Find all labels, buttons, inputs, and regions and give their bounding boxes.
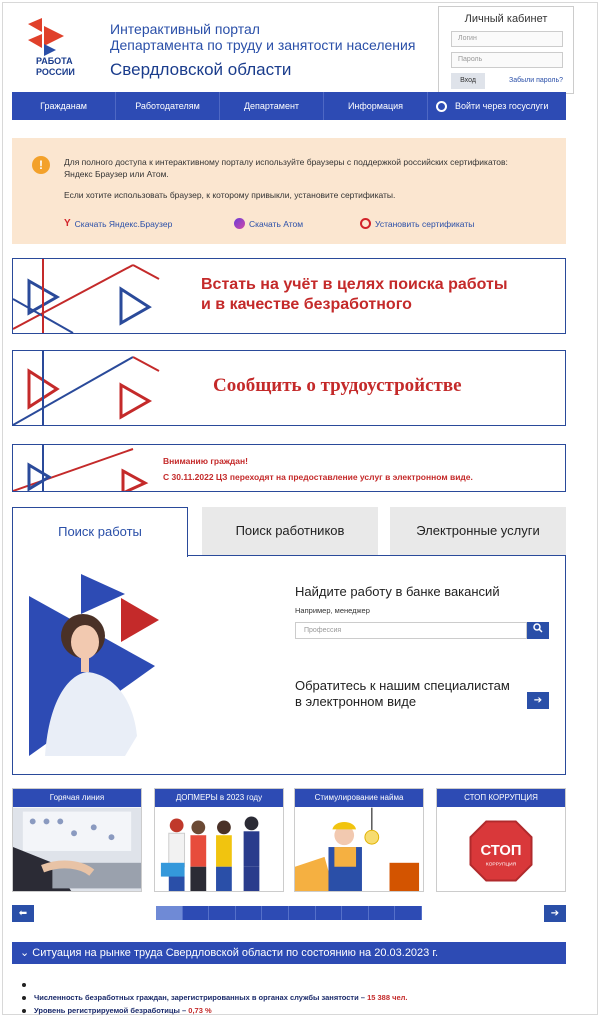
card-hiring-stimulation[interactable] — [294, 788, 424, 892]
register-banner-text: Встать на учёт в целях поиска работы и в качестве безработного — [201, 276, 508, 313]
card-stop-corruption-title: СТОП КОРРУПЦИЯ — [437, 789, 565, 807]
labor-market-title: Ситуация на рынке труда Свердловской области по состоянию на 20.03.2023 г. — [32, 947, 439, 959]
nav-item-citizens[interactable]: Гражданам — [12, 92, 116, 120]
chevron-down-icon: ⌄ — [20, 947, 33, 959]
stop-sign-icon — [437, 807, 565, 892]
install-certificates-label: Установить сертификаты — [375, 218, 475, 229]
download-yandex-label: Скачать Яндекс.Браузер — [74, 218, 173, 229]
cabinet-title: Личный кабинет — [464, 13, 548, 25]
warning-icon: ! — [32, 156, 50, 174]
labor-market-section-header[interactable] — [12, 942, 566, 964]
arrow-left-icon: ⬅ — [18, 908, 28, 919]
carousel-dot[interactable] — [183, 906, 210, 920]
banner-triangles-graphic — [13, 445, 163, 492]
stop-sign-subtext: КОРРУПЦИЯ — [485, 862, 517, 868]
carousel-dot[interactable] — [316, 906, 343, 920]
portal-region: Свердловской области — [110, 60, 292, 79]
atom-icon — [234, 218, 245, 229]
list-item — [22, 978, 407, 991]
alert-text-secondary: Если хотите использовать браузер, к которому привыкли, установите сертификаты. — [64, 190, 396, 200]
stop-sign-text: СТОП — [480, 842, 522, 859]
carousel-next-button[interactable] — [544, 905, 566, 922]
profession-search-input[interactable]: Профессия — [295, 622, 527, 639]
services-tabs — [12, 507, 566, 775]
gosuslugi-icon — [436, 101, 447, 112]
carousel-dot[interactable] — [156, 906, 183, 920]
unemployed-count-value: 15 388 чел. — [367, 993, 408, 1002]
certificate-icon — [360, 218, 371, 229]
labor-market-stats — [22, 978, 407, 1017]
report-employment-text: Сообщить о трудоустройстве — [213, 375, 462, 396]
forgot-password-link[interactable]: Забыли пароль? — [509, 77, 564, 84]
tab-electronic-services[interactable]: Электронные услуги — [390, 507, 566, 555]
password-input[interactable]: Пароль — [451, 52, 563, 68]
main-nav — [12, 92, 566, 120]
download-yandex-link[interactable] — [64, 218, 172, 229]
nav-item-information[interactable]: Информация — [324, 92, 428, 120]
vacancy-search-hint: Например, менеджер — [295, 606, 370, 615]
contact-specialists-text: Обратитесь к нашим специалистам в электронном виде — [295, 678, 510, 709]
card-stop-corruption[interactable] — [436, 788, 566, 892]
carousel-dot[interactable] — [289, 906, 316, 920]
workers-group-image — [155, 807, 283, 892]
report-employment-banner[interactable] — [12, 350, 566, 426]
card-extra-measures[interactable] — [154, 788, 284, 892]
hotline-laptop-image — [13, 807, 141, 892]
card-hotline-title: Горячая линия — [13, 789, 141, 807]
unemployment-rate-value: 0,73 % — [188, 1006, 212, 1015]
tab-employee-search[interactable]: Поиск работников — [202, 507, 378, 555]
list-item — [22, 1004, 407, 1017]
alert-text-main: Для полного доступа к интерактивному порталу используйте браузеры с поддержкой российских сертификатов: Яндекс Браузер или Атом. — [64, 157, 508, 179]
contact-specialists-button[interactable] — [527, 692, 549, 709]
unemployed-count-label: Численность безработных граждан, зарегистрированных в органах службы занятости – — [34, 993, 368, 1002]
carousel-progress — [156, 906, 422, 920]
carousel-prev-button[interactable] — [12, 905, 34, 922]
unemployment-rate-label: Уровень регистрируемой безработицы – — [34, 1006, 189, 1015]
nav-item-employers[interactable]: Работодателям — [116, 92, 220, 120]
vacancy-search-title: Найдите работу в банке вакансий — [295, 584, 500, 599]
card-hiring-stimulation-title: Стимулирование найма — [295, 789, 423, 807]
carousel-dot[interactable] — [369, 906, 396, 920]
portal-title: Интерактивный портал Департамента по труду и занятости населения — [110, 21, 416, 53]
gosuslugi-label: Войти через госуслуги — [455, 101, 549, 111]
register-unemployed-banner[interactable] — [12, 258, 566, 334]
yandex-icon: Y — [64, 218, 71, 229]
search-button[interactable] — [527, 622, 549, 639]
install-certificates-link[interactable] — [360, 218, 474, 229]
list-item — [22, 991, 407, 1004]
nav-item-department[interactable]: Департамент — [220, 92, 324, 120]
login-button[interactable]: Вход — [451, 73, 485, 89]
citizens-notice-banner[interactable] — [12, 444, 566, 492]
woman-illustration — [25, 566, 175, 756]
download-atom-label: Скачать Атом — [249, 218, 304, 229]
carousel-dot[interactable] — [342, 906, 369, 920]
banner-triangles-graphic — [13, 351, 163, 426]
card-extra-measures-title: ДОПМЕРЫ в 2023 году — [155, 789, 283, 807]
search-icon — [533, 623, 543, 633]
worker-lightbulb-image — [295, 807, 423, 892]
gosuslugi-login-button[interactable] — [428, 92, 566, 120]
card-hotline[interactable] — [12, 788, 142, 892]
job-search-panel — [12, 555, 566, 775]
carousel-dot[interactable] — [209, 906, 236, 920]
carousel-dot[interactable] — [262, 906, 289, 920]
carousel-dot[interactable] — [395, 906, 422, 920]
arrow-right-icon: ➔ — [533, 695, 543, 706]
banner-triangles-graphic — [13, 259, 163, 334]
arrow-right-icon: ➔ — [550, 908, 560, 919]
logo-text: РАБОТА РОССИИ — [36, 56, 75, 77]
login-input[interactable]: Логин — [451, 31, 563, 47]
download-atom-link[interactable] — [234, 218, 303, 229]
browser-alert — [12, 138, 566, 244]
tab-job-search[interactable]: Поиск работы — [12, 507, 188, 557]
site-header — [10, 4, 566, 90]
personal-cabinet — [438, 6, 574, 94]
carousel-dot[interactable] — [236, 906, 263, 920]
citizens-notice-text: Вниманию граждан! С 30.11.2022 ЦЗ переходят на предоставление услуг в электронном виде. — [163, 456, 473, 482]
